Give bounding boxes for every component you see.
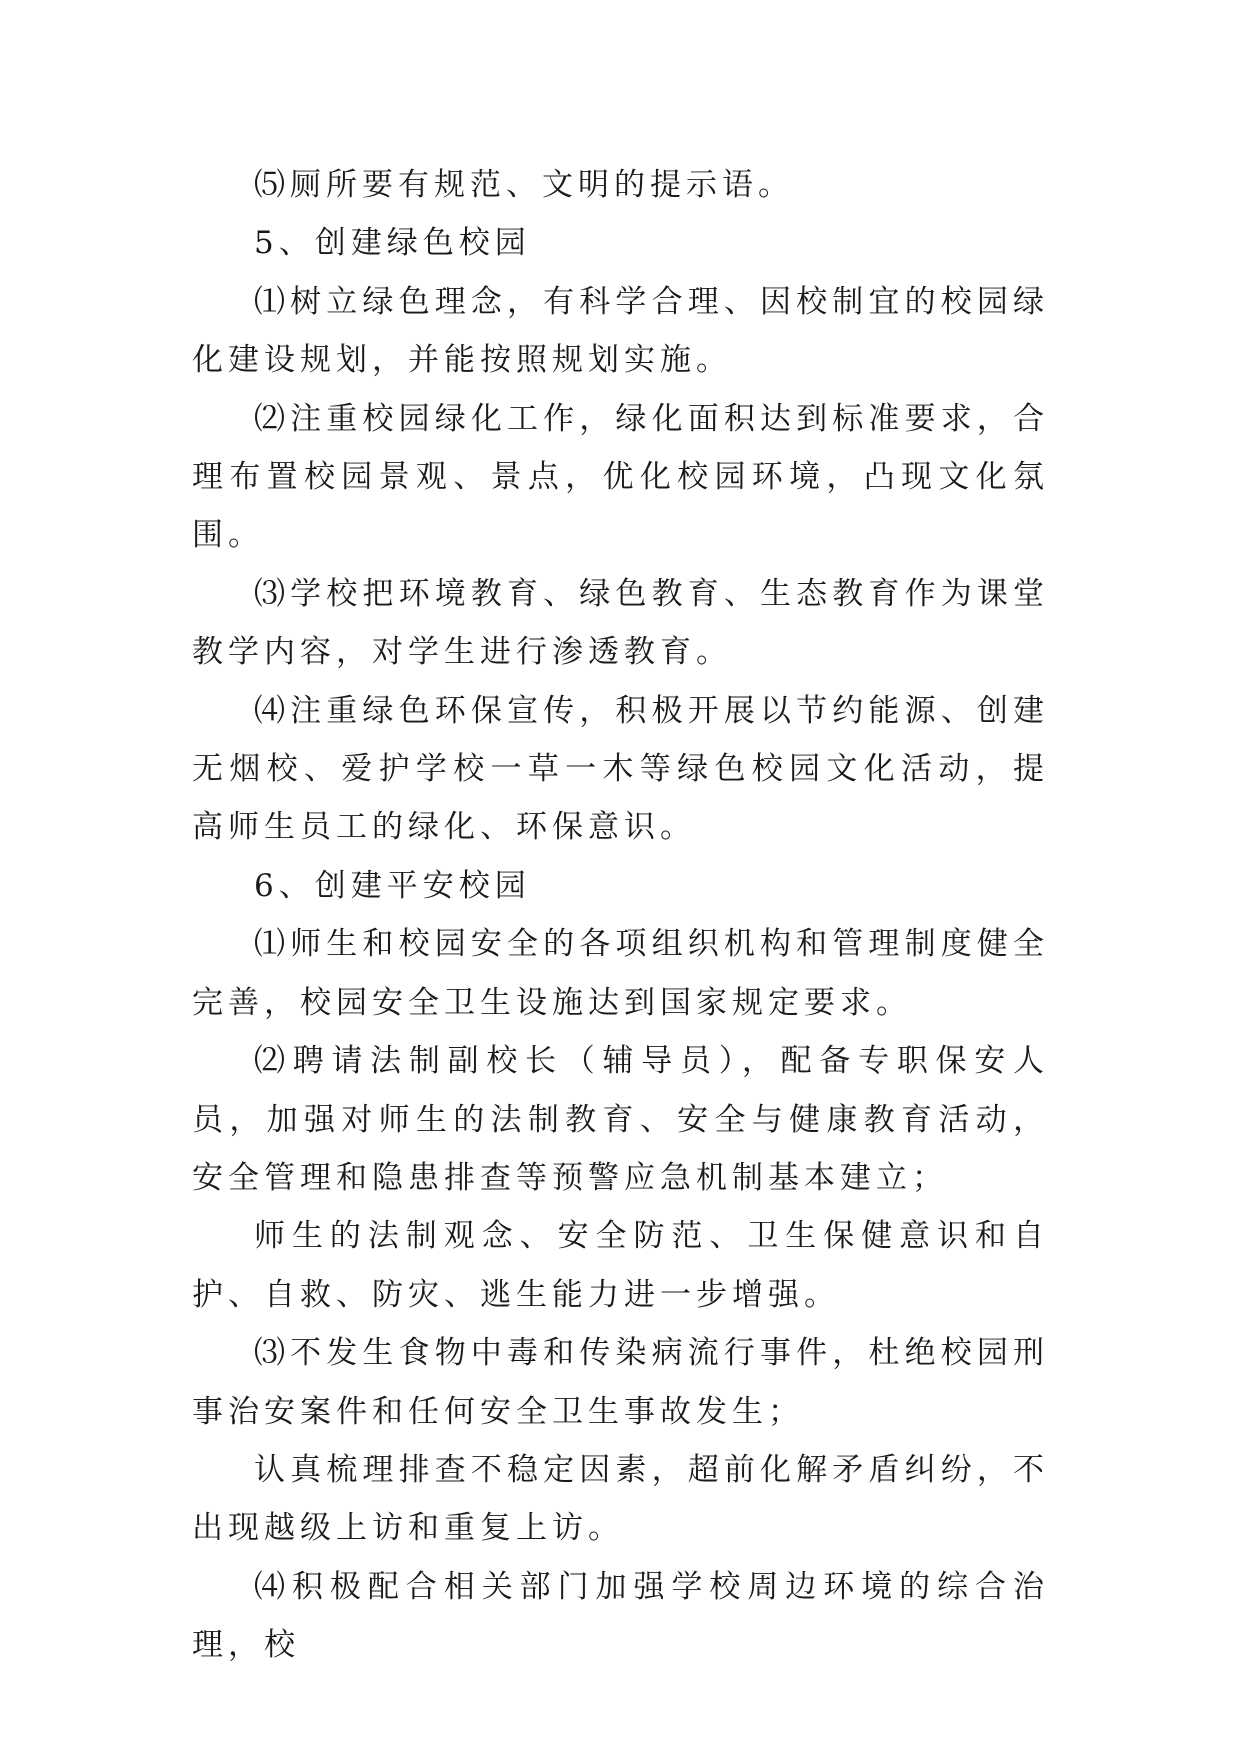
heading-safe-campus: 6、创建平安校园 — [254, 867, 531, 904]
paragraph-surroundings-governance: ⑷积极配合相关部门加强学校周边环境的综合治理，校 — [192, 1568, 1049, 1664]
paragraph-environmental-education: ⑶学校把环境教育、绿色教育、生态教育作为课堂教学内容，对学生进行渗透教育。 — [192, 575, 1049, 671]
paragraph-toilet-signage: ⑸厕所要有规范、文明的提示语。 — [254, 167, 794, 203]
paragraph-green-publicity: ⑷注重绿色环保宣传，积极开展以节约能源、创建无烟校、爱护学校一草一木等绿色校园文化活动，提高师生员工的绿化、环保意识。 — [192, 692, 1049, 846]
paragraph-no-incidents: ⑶不发生食物中毒和传染病流行事件，杜绝校园刑事治安案件和任何安全卫生事故发生； — [192, 1335, 1049, 1430]
paragraph-safety-organization: ⑴师生和校园安全的各项组织机构和管理制度健全完善，校园安全卫生设施达到国家规定要求。 — [192, 926, 1049, 1021]
paragraph-safety-awareness: 师生的法制观念、安全防范、卫生保健意识和自护、自救、防灾、逃生能力进一步增强。 — [192, 1218, 1049, 1313]
paragraph-conflict-resolution: 认真梳理排查不稳定因素，超前化解矛盾纠纷，不出现越级上访和重复上访。 — [192, 1451, 1049, 1547]
paragraph-greening-work: ⑵注重校园绿化工作，绿化面积达到标准要求，合理布置校园景观、景点，优化校园环境，凸现文化氛围。 — [192, 400, 1049, 554]
paragraph-green-concept: ⑴树立绿色理念，有科学合理、因校制宜的校园绿化建设规划，并能按照规划实施。 — [192, 283, 1049, 379]
paragraph-legal-vice-principal: ⑵聘请法制副校长（辅导员），配备专职保安人员，加强对师生的法制教育、安全与健康教育活动，安全管理和隐患排查等预警应急机制基本建立； — [192, 1043, 1049, 1196]
document-body — [192, 156, 1049, 1675]
heading-green-campus: 5、创建绿色校园 — [254, 225, 531, 262]
